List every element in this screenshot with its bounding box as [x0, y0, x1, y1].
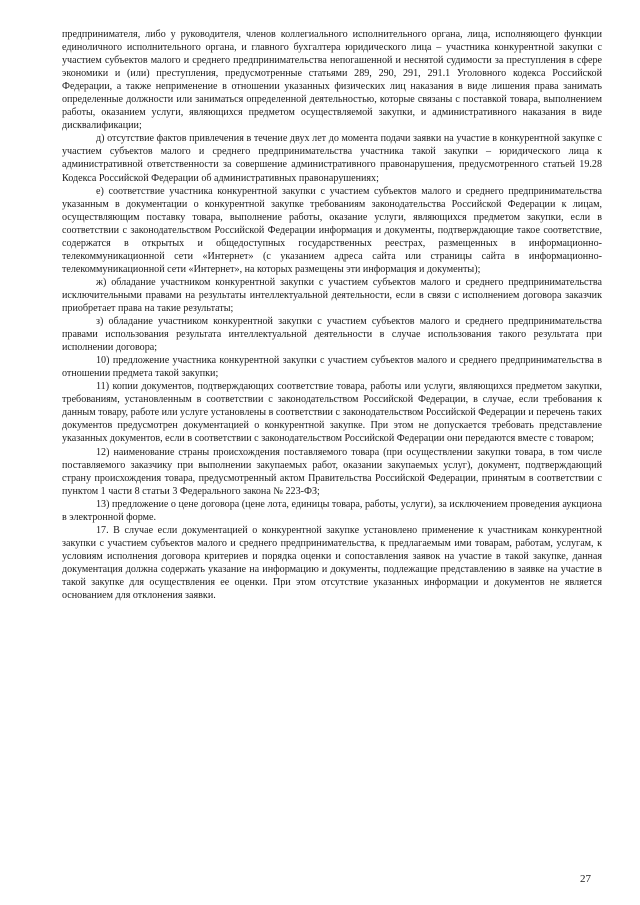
paragraph-item-12: 12) наименование страны происхождения поставляемого товара (при осуществлении закупки товара, в том числе поставляемого заказчику при выполнении закупаемых работ, оказании закупаемых услуг), документ, подтверждающий страну происхождения товара, предусмотренный актом Правительства Российской Федерации, принятым в соответствии с пунктом 1 части 8 статьи 3 Федерального закона № 223-ФЗ; [62, 446, 602, 497]
paragraph-item-13: 13) предложение о цене договора (цене лота, единицы товара, работы, услуги), за исключением проведения аукциона в электронной форме. [62, 498, 602, 523]
paragraph-item-d: д) отсутствие фактов привлечения в течение двух лет до момента подачи заявки на участие в конкурентной закупке с участием субъектов малого и среднего предпринимательства участника такой закупки – юридического лица к административной ответственности за совершение административного правонарушения, предусмотренного статьей 19.28 Кодекса Российской Федерации об административных правонарушениях; [62, 133, 602, 184]
document-page [62, 28, 602, 602]
paragraph-item-z: з) обладание участником конкурентной закупки с участием субъектов малого и среднего предпринимательства правами использования результата интеллектуальной деятельности в случае использования такого результата при исполнении договора; [62, 316, 602, 354]
paragraph-section-17: 17. В случае если документацией о конкурентной закупке установлено применение к участникам конкурентной закупки с участием субъектов малого и среднего предпринимательства, к предлагаемым ими товарам, работам, услугам, к условиям исполнения договора критериев и порядка оценки и сопоставления заявок на участие в такой закупке, данная документация должна содержать указание на информацию и документы, подлежащие представлению в заявке на участие в такой закупке для осуществления ее оценки. При этом отсутствие указанных информации и документов не является основанием для отклонения заявки. [62, 524, 602, 602]
paragraph-continuation: предпринимателя, либо у руководителя, членов коллегиального исполнительного органа, лица, исполняющего функции единоличного исполнительного органа, и главного бухгалтера юридического лица – участника конкурентной закупки с участием субъектов малого и среднего предпринимательства непогашенной и неснятой судимости за преступления в сфере экономики и (или) преступления, предусмотренные статьями 289, 290, 291, 291.1 Уголовного кодекса Российской Федерации, а также неприменение в отношении указанных физических лиц наказания в виде лишения права занимать определенные должности или заниматься определенной деятельностью, которые связаны с поставкой товара, выполнением работы, оказанием услуги, являющихся предметом осуществляемой закупки, и административного наказания в виде дисквалификации; [62, 29, 602, 132]
paragraph-item-zh: ж) обладание участником конкурентной закупки с участием субъектов малого и среднего предпринимательства исключительными правами на результаты интеллектуальной деятельности, если в связи с исполнением договора заказчик приобретает права на такие результаты; [62, 276, 602, 314]
page-number: 27 [580, 873, 591, 885]
paragraph-item-10: 10) предложение участника конкурентной закупки с участием субъектов малого и среднего предпринимательства в отношении предмета такой закупки; [62, 355, 602, 380]
paragraph-item-e: е) соответствие участника конкурентной закупки с участием субъектов малого и среднего предпринимательства указанным в документации о конкурентной закупке требованиям законодательства Российской Федерации к лицам, осуществляющим поставку товара, выполнение работы, оказание услуги, являющихся предметом закупки, если в соответствии с законодательством Российской Федерации информация и документы, подтверждающие такое соответствие, содержатся в открытых и общедоступных государственных реестрах, размещенных в информационно-телекоммуникационной сети «Интернет» (с указанием адреса сайта или страницы сайта в информационно-телекоммуникационной сети «Интернет», на которых размещены эти информация и документы); [62, 185, 602, 275]
paragraph-item-11: 11) копии документов, подтверждающих соответствие товара, работы или услуги, являющихся предметом закупки, требованиям, установленным в соответствии с законодательством Российской Федерации, в случае, если требования к данным товару, работе или услуге установлены в соответствии с законодательством Российской Федерации и перечень таких документов предусмотрен документацией о конкурентной закупке. При этом не допускается требовать представление указанных документов, если в соответствии с законодательством Российской Федерации они передаются вместе с товаром; [62, 381, 602, 445]
